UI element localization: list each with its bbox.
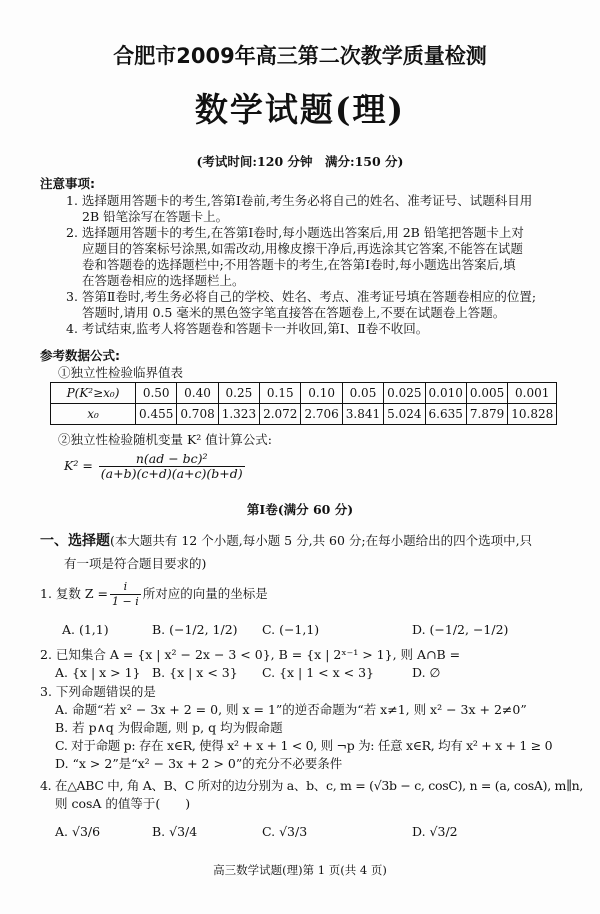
- table-caption: ①独立性检验临界值表: [58, 365, 184, 380]
- table-cell: 2.072: [260, 404, 301, 425]
- option: C. √3/3: [262, 824, 308, 839]
- table-cell: 0.50: [136, 383, 177, 404]
- part-desc: (本大题共有 12 个小题,每小题 5 分,共 60 分;在每小题给出的四个选项中,只: [110, 533, 533, 548]
- table-cell: 0.025: [384, 383, 425, 404]
- note-line: 2B 铅笔涂写在答题卡上。: [82, 209, 229, 224]
- part-desc: 有一项是符合题目要求的): [64, 556, 207, 571]
- note-line: 4. 考试结束,监考人将答题卷和答题卡一并收回,第Ⅰ、Ⅱ卷不收回。: [66, 321, 429, 336]
- q1-stem: 1. 复数 Z =: [40, 586, 109, 601]
- exam-info: (考试时间:120 分钟 满分:150 分): [196, 154, 404, 169]
- q1-frac-den: 1 − i: [112, 595, 139, 608]
- q1-stem: 所对应的向量的坐标是: [142, 586, 268, 601]
- question-4-cont: 则 cosA 的值等于( ): [55, 796, 191, 811]
- row-label: P(K²≥x₀): [51, 383, 136, 404]
- formula-caption: ②独立性检验随机变量 K² 值计算公式:: [58, 432, 273, 447]
- table-cell: 0.005: [466, 383, 507, 404]
- question-4: 4. 在△ABC 中, 角 A、B、C 所对的边分别为 a、b、c, m = (√3b − c, cosC), n = (a, cosA), m∥n,: [40, 778, 583, 793]
- option: B. {x | x < 3}: [152, 665, 238, 680]
- table-cell: 0.001: [508, 383, 557, 404]
- formula-denominator: (a+b)(c+d)(a+c)(b+d): [100, 466, 243, 481]
- note-line: 2. 选择题用答题卡的考生,在答第Ⅰ卷时,每小题选出答案后,用 2B 铅笔把答题卡上对: [66, 225, 524, 240]
- part-heading: 一、选择题: [40, 533, 110, 549]
- exam-title: 合肥市2009年高三第二次教学质量检测: [113, 44, 487, 68]
- option: B. (−1/2, 1/2): [152, 622, 238, 637]
- note-line: 应题目的答案标号涂黑,如需改动,用橡皮擦干净后,再选涂其它答案,不能答在试题: [82, 241, 523, 256]
- option: D. ∅: [412, 665, 441, 680]
- k2-formula: [64, 452, 247, 481]
- table-cell: 0.40: [177, 383, 218, 404]
- option: D. (−1/2, −1/2): [412, 622, 509, 637]
- table-cell: 0.455: [136, 404, 177, 425]
- question-3: 3. 下列命题错误的是: [40, 684, 156, 699]
- table-cell: 0.10: [301, 383, 342, 404]
- option: B. √3/4: [152, 824, 198, 839]
- option: C. (−1,1): [262, 622, 320, 637]
- table-cell: 3.841: [342, 404, 383, 425]
- note-line: 3. 答第Ⅱ卷时,考生务必将自己的学校、姓名、考点、准考证号填在答题卷相应的位置;: [66, 289, 537, 304]
- option: A. 命题“若 x² − 3x + 2 = 0, 则 x = 1”的逆否命题为“若 x≠1, 则 x² − 3x + 2≠0”: [55, 702, 527, 717]
- note-line: 卷和答题卷的选择题栏中;不用答题卡的考生,在答第Ⅰ卷时,每小题选出答案后,填: [82, 257, 516, 272]
- subject-title: 数学试题(理): [194, 90, 406, 129]
- table-cell: 7.879: [466, 404, 507, 425]
- table-cell: 1.323: [218, 404, 259, 425]
- note-line: 1. 选择题用答题卡的考生,答第Ⅰ卷前,考生务必将自己的姓名、准考证号、试题科目用: [66, 193, 533, 208]
- table-cell: 6.635: [425, 404, 466, 425]
- option: A. √3/6: [55, 824, 101, 839]
- table-cell: 0.05: [342, 383, 383, 404]
- note-line: 答题时,请用 0.5 毫米的黑色签字笔直接答在答题卷上,不要在试题卷上答题。: [82, 305, 506, 320]
- page-footer: 高三数学试题(理)第 1 页(共 4 页): [213, 863, 387, 877]
- table-cell: 10.828: [508, 404, 557, 425]
- note-line: 在答题卷相应的选择题栏上。: [82, 273, 245, 288]
- table-cell: 2.706: [301, 404, 342, 425]
- table-cell: 0.010: [425, 383, 466, 404]
- option: C. {x | 1 < x < 3}: [262, 665, 374, 680]
- critical-value-table: [50, 382, 557, 425]
- formula-lhs: K² =: [64, 458, 93, 473]
- table-cell: 0.708: [177, 404, 218, 425]
- option: A. {x | x > 1}: [55, 665, 141, 680]
- notes-heading: 注意事项:: [40, 176, 95, 191]
- option: A. (1,1): [62, 622, 109, 637]
- question-2: 2. 已知集合 A = {x | x² − 2x − 3 < 0}, B = {x | 2ˣ⁻¹ > 1}, 则 A∩B =: [40, 647, 461, 662]
- option: D. √3/2: [412, 824, 458, 839]
- reference-heading: 参考数据公式:: [40, 348, 120, 363]
- table-cell: 0.25: [218, 383, 259, 404]
- option: D. “x > 2”是“x² − 3x + 2 > 0”的充分不必要条件: [55, 756, 343, 771]
- table-cell: 0.15: [260, 383, 301, 404]
- formula-numerator: n(ad − bc)²: [99, 452, 245, 467]
- section-title: 第Ⅰ卷(满分 60 分): [246, 502, 354, 517]
- option: B. 若 p∧q 为假命题, 则 p, q 均为假命题: [55, 720, 283, 735]
- table-cell: 5.024: [384, 404, 425, 425]
- q1-frac-num: i: [110, 580, 141, 595]
- part-intro: [40, 533, 532, 549]
- row-label: x₀: [51, 404, 136, 425]
- question-1: [40, 580, 268, 609]
- option: C. 对于命题 p: 存在 x∈R, 使得 x² + x + 1 < 0, 则 ¬p 为: 任意 x∈R, 均有 x² + x + 1 ≥ 0: [55, 738, 553, 753]
